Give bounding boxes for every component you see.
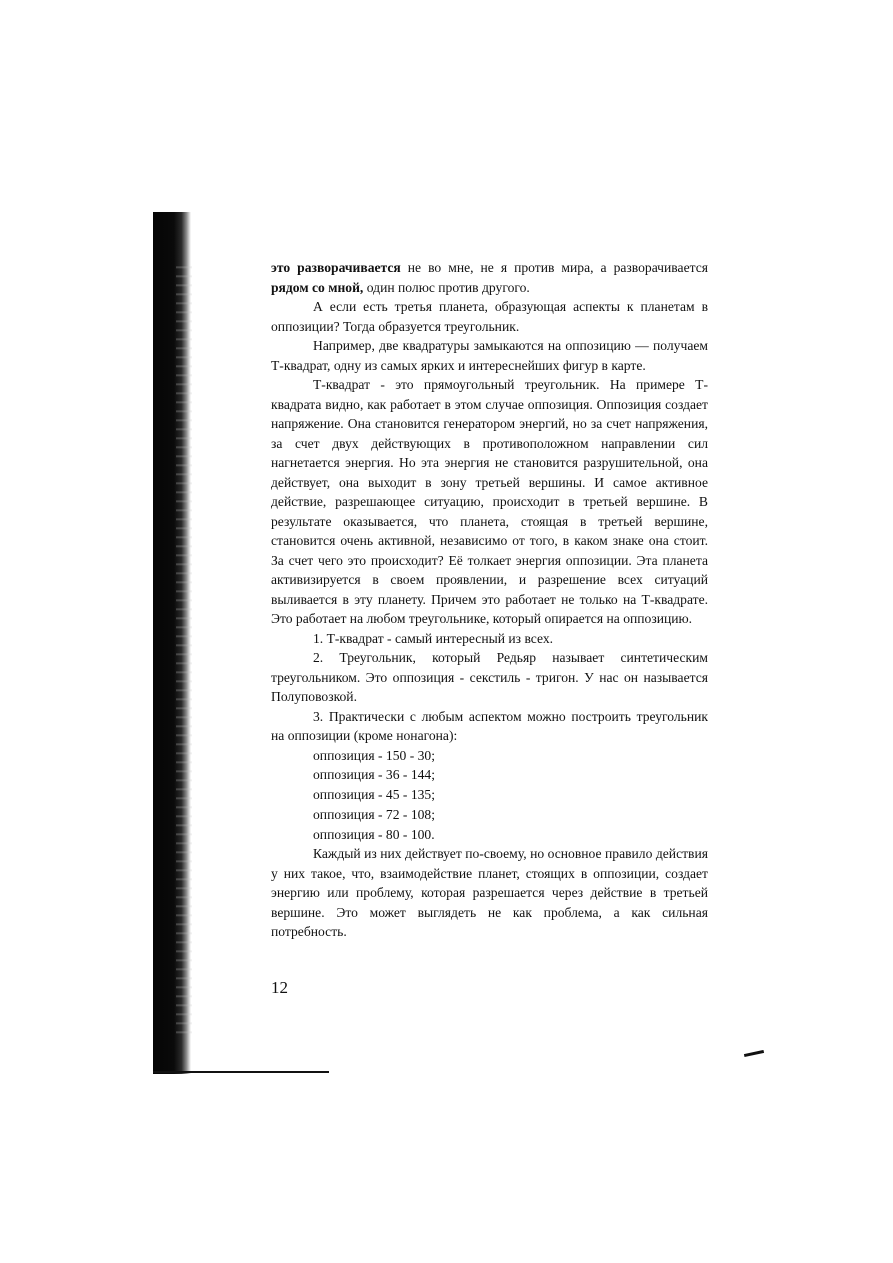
paragraph-t-square-example: Например, две квадратуры замыкаются на оппозицию — получаем Т-квадрат, одну из самых ярких и интереснейших фигур в карте.: [271, 338, 708, 373]
closing-paragraph: Каждый из них действует по-своему, но основное правило действия у них такое, что, взаимодействие планет, стоящих в оппозиции, создает энергию или проблему, которая разрешается через действие в третьей вершине. Это может выглядеть не как проблема, а как сильная потребность.: [271, 846, 708, 940]
angle-item: оппозиция - 36 - 144;: [313, 767, 435, 783]
intro-rest-2: один полюс против другого.: [363, 279, 530, 295]
binding-texture: [176, 260, 192, 1040]
intro-lead: это разворачивается: [271, 260, 401, 275]
list-item-2: 2. Треугольник, который Редьяр называет синтетическим треугольником. Это оппозиция - секстиль - тригон. У нас он называется Полуповозкой.: [271, 650, 708, 704]
page-number: 12: [271, 978, 288, 997]
angle-item: оппозиция - 80 - 100.: [313, 826, 435, 842]
bottom-rule: [153, 1071, 329, 1073]
angle-item: оппозиция - 72 - 108;: [313, 806, 435, 822]
body-text: [271, 258, 708, 942]
angle-item: оппозиция - 45 - 135;: [313, 787, 435, 803]
list-item-1: 1. Т-квадрат - самый интересный из всех.: [313, 630, 554, 646]
intro-rest: не во мне, не я против мира, а разворачивается: [400, 260, 708, 275]
list-item-3: 3. Практически с любым аспектом можно построить треугольник на оппозиции (кроме нонагона):: [271, 708, 708, 743]
paragraph-third-planet: А если есть третья планета, образующая аспекты к планетам в оппозиции? Тогда образуется треугольник.: [271, 299, 708, 334]
opposition-angle-list: [271, 746, 708, 845]
intro-paragraph: [271, 258, 708, 297]
angle-item: оппозиция - 150 - 30;: [313, 747, 435, 763]
corner-mark: [744, 1050, 764, 1057]
intro-lead-2: рядом со мной,: [271, 279, 364, 295]
paragraph-t-square-explanation: Т-квадрат - это прямоугольный треугольник. На примере Т-квадрата видно, как работает в этом случае оппозиция. Оппозиция создает напряжение. Она становится генератором энергий, но за счет напряжения, за счет двух действующих в противоположном направлении сил нагнетается энергия. Но эта энергия не становится разрушительной, она действует, она выходит в зону третьей вершины. И самое активное действие, разрешающее ситуацию, происходит в третьей вершине. В результате оказывается, что планета, стоящая в третьей вершине, становится очень активной, независимо от того, в каком знаке она стоит. За счет чего это происходит? Её толкает энергия оппозиции. Эта планета активизируется в своем проявлении, и разрешение всех ситуаций выливается в эту планету. Причем это работает не только на Т-квадрате. Это работает на любом треугольнике, который опирается на оппозицию.: [271, 377, 708, 626]
